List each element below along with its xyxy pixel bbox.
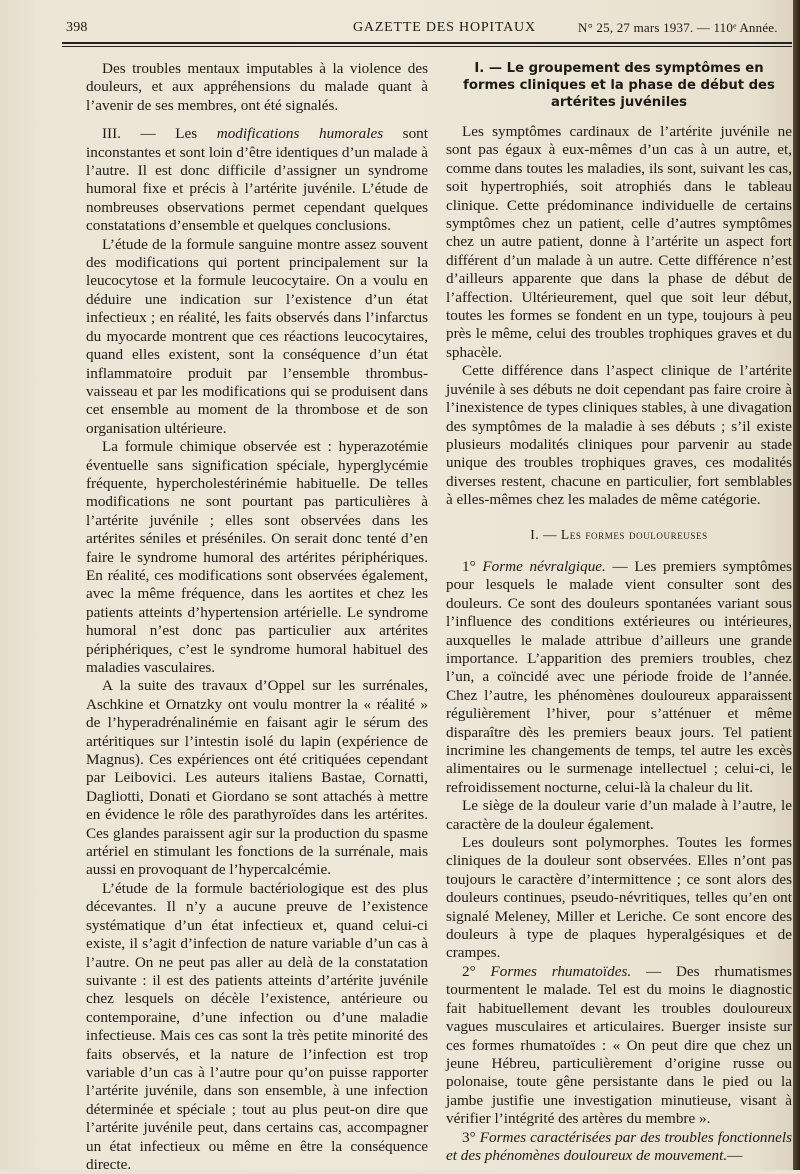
paragraph: L’étude de la formule bactériologique est des plus décevantes. Il n’y a aucune preuve de l’existence systématique d’un état infectieux et, quand celui-ci existe, il s’agit d’infection de nature variable d’un cas à l’autre. On ne peut pas aller au delà de la constatation suivante : il est des patients atteints d’artérite juvénile chez lesquels on décèle l’existence, antérieure ou contemporaine, d’une infection ou d’une maladie infectieuse. Mais ces cas sont la très petite minorité des faits observés, et la nature de l’infection est trop variable d’un cas à l’autre pour qu’on puisse rapporter l’artérite juvénile, dans son ensemble, à une infection déterminée et spéciale ; tout au plus peut-on dire que l’artérite juvénile peut, dans certains cas, accompagner un état infectieux ou même en être la conséquence directe. [86, 879, 428, 1173]
paragraph-text: — Des rhumatismes tourmentent le malade. Tel est du moins le diagnostic fait habituellement devant les troubles douloureux vagues musculaires et articulaires. Buerger insiste sur ces formes rhumatoïdes : « On peut dire que chez un jeune Hébreu, particulièrement d’origine russe ou polonaise, toute gêne persistante dans le pied ou la jambe justifie une investigation minutieuse, visant à vérifier l’intégrité des artères du membre ». [446, 962, 792, 1128]
paragraph: La formule chimique observée est : hyperazotémie éventuelle sans signification spéciale, hyperglycémie fréquente, hypercholestérinémie habituelle. De telles modifications ne sont pourtant pas particulières à l’artérite juvénile ; elles sont observées dans les artérites séniles et préséniles. On serait donc tenté d’en faire le syndrome humoral des artérites périphériques. En réalité, ces modifications sont observées également, avec la même fréquence, dans les aortites et chez les patients atteints d’hypertension artérielle. Le syndrome humoral n’est donc pas particulier aux artérites périphériques, c’est le syndrome humoral habituel des maladies vasculaires. [86, 438, 428, 676]
paragraph-prefix: 2° [462, 962, 491, 980]
running-header [58, 20, 793, 40]
emphasis: modifications humorales [216, 125, 384, 143]
subsection-heading [446, 526, 792, 544]
subheading-text: Les formes douloureuses [560, 526, 708, 542]
page-number: 398 [66, 20, 88, 35]
paragraph-text: — [727, 1146, 743, 1164]
emphasis: Formes caractérisées par des troubles fonctionnels et des phénomènes douloureux de mouvement. [446, 1128, 792, 1164]
journal-title: GAZETTE DES HOPITAUX [353, 20, 536, 35]
paragraph: Cette différence dans l’aspect clinique de l’artérite juvénile à ses débuts ne doit cependant pas faire croire à l’inexistence de types cliniques stables, à une divagation des symptômes de la maladie à ses débuts ; s’il existe plusieurs modalités cliniques pour parvenir au stade unique des troubles trophiques graves, ces modalités diverses restent, chacune en particulier, fort semblables à elles-mêmes chez les malades de même catégorie. [446, 362, 792, 509]
right-column [446, 60, 792, 1165]
paragraph: Le siège de la douleur varie d’un malade à l’autre, le caractère de la douleur également. [446, 797, 792, 833]
paragraph: Des troubles mentaux imputables à la violence des douleurs, et aux appréhensions du malade quant à l’avenir de ses membres, ont été signalés. [86, 60, 428, 114]
paragraph [86, 125, 428, 235]
paragraph [446, 558, 792, 797]
subheading-number: I. — [530, 526, 561, 542]
paragraph-text: sont inconstantes et sont loin d’être identiques d’un malade à l’autre. Il est donc difficile d’assigner un syndrome humoral fixe et précis à l’artérite juvénile. L’étude de nombreuses observations permet cependant quelques constatations d’ensemble et quelques conclusions. [86, 125, 428, 235]
paragraph: Les symptômes cardinaux de l’artérite juvénile ne sont pas égaux à eux-mêmes d’un cas à un autre, et, comme dans toutes les maladies, ils sont, suivant les cas, soit hypertrophiés, soit atrophiés dans le tableau clinique. Cette prédominance individuelle de certains symptômes chez un patient, celle d’autres symptômes chez un autre patient, donne à l’artérite un aspect fort différent d’un malade à un autre. Cette différence n’est d’ailleurs apparente que dans la phase de début de l’affection. Ultérieurement, quel que soit leur début, toutes les formes se fondent en un type, toujours à peu près le même, celui des troubles trophiques graves et du sphacèle. [446, 123, 792, 361]
header-rule-thin [62, 46, 792, 47]
issue-info: N° 25, 27 mars 1937. — 110ᵉ Année. [578, 20, 778, 35]
paragraph: A la suite des travaux d’Oppel sur les surrénales, Aschkine et Ornatzky ont voulu montrer la « réalité » de l’hyperadrénalinémie en faisant agir le sérum des artéritiques sur l’intestin isolé du lapin (expérience de Magnus). Ces expériences ont été critiquées cependant par Leibovici. Les auteurs italiens Bastae, Cornatti, Dagliotti, Donati et Giordano se sont attachés à mettre en évidence le rôle des parathyroïdes dans les artérites. Ces glandes paraissent agir sur la production du spasme artériel en stimulant les fonctions de la surrénale, mais aussi en provoquant de l’hypercalcémie. [86, 677, 428, 879]
emphasis: Formes rhumatoïdes. [490, 962, 632, 980]
paragraph: Les douleurs sont polymorphes. Toutes les formes cliniques de la douleur sont observées. Elles n’ont pas toujours le caractère d’intermittence ; ce sont alors des douleurs continues, pseudo-névritiques, telles qu’en ont signalé Meleney, Miller et Leriche. Ce sont encore des douleurs à type de plaques hyperalgésiques et de crampes. [446, 834, 792, 962]
paragraph [446, 1129, 792, 1166]
paragraph [446, 963, 792, 1129]
page-binding-edge [793, 0, 800, 1170]
header-rule [62, 42, 792, 44]
left-column [86, 60, 428, 1174]
paragraph-prefix: 3° [462, 1128, 480, 1146]
emphasis: Forme névralgique. [482, 557, 606, 575]
paragraph: L’étude de la formule sanguine montre assez souvent des modifications qui portent principalement sur la leucocytose et la formule leucocytaire. On a voulu en déduire une indication sur l’existence d’un état infectieux ; en réalité, les faits observés dans l’infarctus du myocarde montrent que ces réactions leucocytaires, quand elles existent, sont la conséquence d’un état inflammatoire produit par l’ensemble thrombus-vaisseau et par les modifications qui se produisent dans cet ensemble au moment de la thrombose et de son organisation ultérieure. [86, 235, 428, 437]
paragraph-prefix: 1° [462, 557, 483, 575]
paragraph-text: — Les premiers symptômes pour lesquels le malade vient consulter sont des douleurs. Ce sont des douleurs spontanées variant sous l’influence des conditions extérieures ou intérieures, auxquelles le malade attribue d’ailleurs une grande importance. L’apparition des premiers troubles, chez l’un, a coïncidé avec une période froide de l’année. Chez l’autre, les phénomènes douloureux apparaissent régulièrement l’hiver, pour s’atténuer et même disparaître dès les premiers beaux jours. Tel patient incrimine les changements de temps, tel autre les excès alimentaires ou le surmenage intellectuel ; celui-ci, le refroidissement nocturne, celui-là la chaleur du lit. [446, 557, 792, 796]
paragraph-prefix: III. — Les [102, 125, 217, 143]
section-heading: I. — Le groupement des symptômes en formes cliniques et la phase de début des artérites juvéniles [463, 61, 775, 110]
